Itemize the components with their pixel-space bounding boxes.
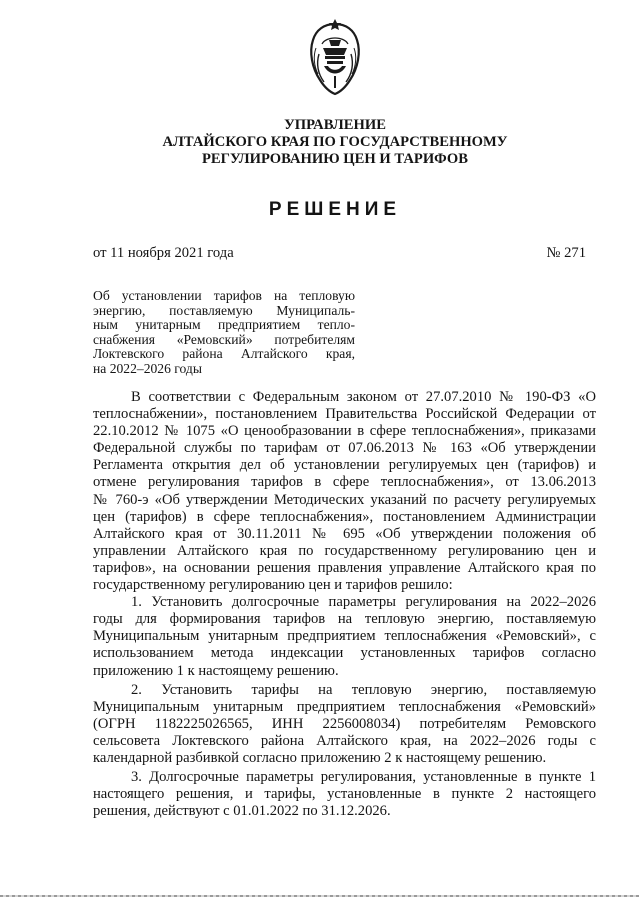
body-line: приложению 1 к настоящему решению. bbox=[93, 662, 339, 679]
org-name-line-1: УПРАВЛЕНИЕ bbox=[284, 117, 386, 133]
body-line: № 760-э «Об утверждении Методических указаний по расчету регулируемых bbox=[93, 491, 596, 508]
subject-line: Локтевского района Алтайского края, bbox=[93, 346, 355, 362]
body-line: использованием метода индексации установленных тарифов согласно bbox=[93, 645, 596, 662]
body-line: решения, действуют с 01.01.2022 по 31.12.2026. bbox=[93, 803, 391, 820]
body-line: государственному регулированию цен и тарифов решило: bbox=[93, 577, 453, 594]
body-line: 3. Долгосрочные параметры регулирования, установленные в пункте 1 bbox=[131, 769, 596, 786]
body-line: теплоснабжении», постановлением Правительства Российской Федерации от bbox=[93, 406, 596, 423]
body-line: 2. Установить тарифы на тепловую энергию, поставляемую bbox=[131, 681, 596, 698]
body-line: Регламента открытия дел об установлении регулируемых цен (тарифов) и bbox=[93, 457, 596, 474]
subject-line: Об установлении тарифов на тепловую bbox=[93, 288, 355, 303]
body-line: В соответствии с Федеральным законом от 27.07.2010 № 190-ФЗ «О bbox=[131, 389, 596, 405]
body-line: Алтайского края от 30.11.2011 № 695 «Об утверждении положения об bbox=[93, 525, 596, 542]
body-line: отмене регулирования тарифов в сфере теплоснабжения», от 13.06.2013 bbox=[93, 474, 596, 491]
body-line: сельсовета Локтевского района Алтайского края, на 2022–2026 годы с bbox=[93, 732, 596, 749]
subject-line: ным унитарным предприятием тепло- bbox=[93, 317, 355, 333]
scan-edge-strip bbox=[0, 895, 639, 897]
body-line: Федеральной службы по тарифам от 07.06.2013 № 163 «Об утверждении bbox=[93, 440, 596, 457]
body-line: годы для формирования тарифов на тепловую энергию, поставляемую bbox=[93, 611, 596, 628]
document-date: от 11 ноября 2021 года bbox=[93, 245, 234, 261]
body-line: 22.10.2012 № 1075 «О ценообразовании в сфере теплоснабжения», приказами bbox=[93, 423, 596, 440]
org-name-line-3: РЕГУЛИРОВАНИЮ ЦЕН И ТАРИФОВ bbox=[202, 151, 468, 167]
body-line: календарной разбивкой согласно приложению 2 к настоящему решению. bbox=[93, 749, 547, 766]
body-line: настоящего решения, и тарифы, установленные в пункте 2 настоящего bbox=[93, 786, 596, 803]
body-line: 1. Установить долгосрочные параметры регулирования на 2022–2026 bbox=[131, 594, 596, 611]
document-type-title: РЕШЕНИЕ bbox=[268, 199, 402, 220]
document-subject bbox=[93, 289, 355, 377]
document-number: № 271 bbox=[546, 245, 586, 261]
org-name-line-2: АЛТАЙСКОГО КРАЯ ПО ГОСУДАРСТВЕННОМУ bbox=[162, 134, 508, 150]
body-line: Муниципальным унитарным предприятием теплоснабжения «Ремовский» bbox=[93, 698, 596, 715]
coat-of-arms-icon bbox=[304, 18, 366, 98]
body-line: Муниципальным унитарным предприятием теплоснабжения «Ремовский», с bbox=[93, 628, 596, 645]
subject-line: на 2022–2026 годы bbox=[93, 360, 202, 376]
body-line: управлении Алтайского края по государственному регулированию цен и bbox=[93, 542, 596, 559]
body-line: (ОГРН 1182225026565, ИНН 2256008034) потребителям Ремовского bbox=[93, 715, 596, 732]
body-line: тарифов», на основании решения правления управление Алтайского края по bbox=[93, 559, 596, 576]
body-line: цен (тарифов) в сфере теплоснабжения», постановлением Администрации bbox=[93, 508, 596, 525]
document-body bbox=[93, 389, 596, 820]
subject-line: снабжения «Ремовский» потребителям bbox=[93, 331, 355, 347]
subject-line: энергию, поставляемую Муниципаль- bbox=[93, 302, 355, 318]
